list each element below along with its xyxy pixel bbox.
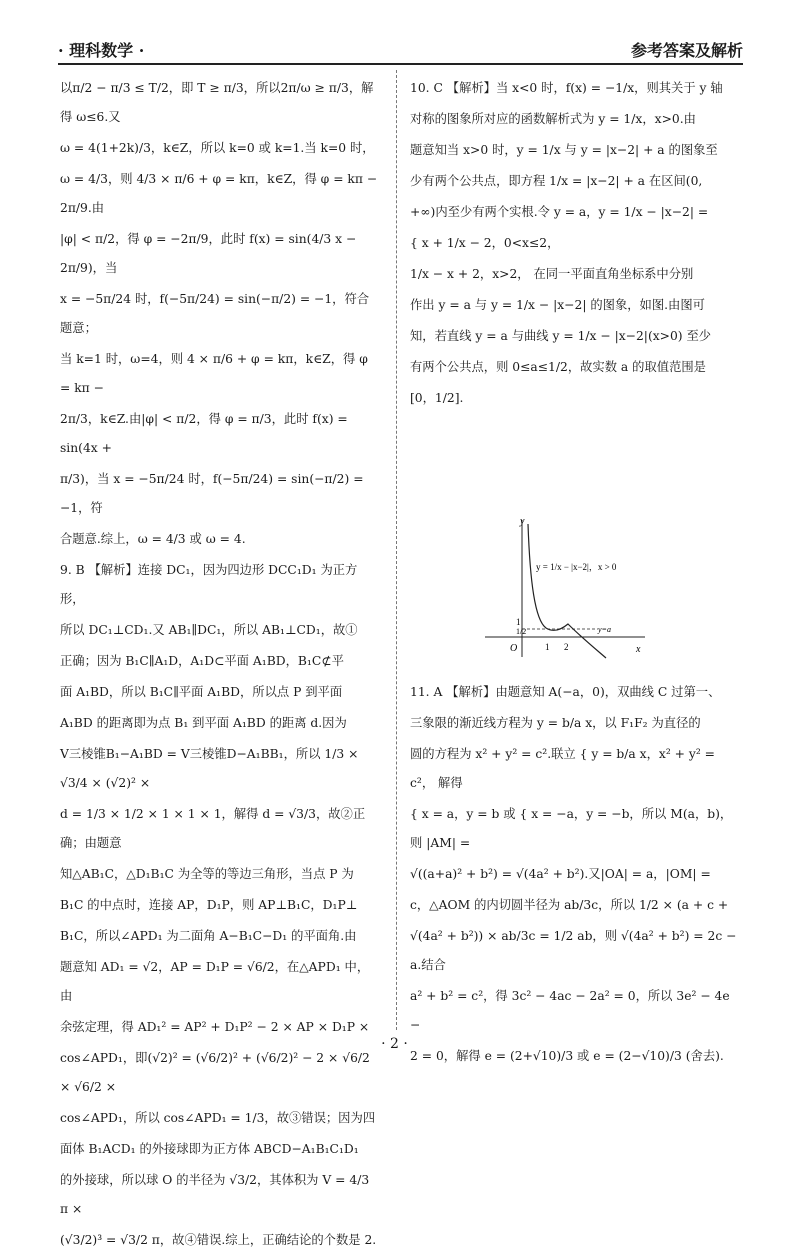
text-line: a² + b² = c²，得 3c² − 4ac − 2a² = 0，所以 3e² − 4e − xyxy=(410,989,730,1032)
text-line: 9. B 【解析】连接 DC₁，因为四边形 DCC₁D₁ 为正方形， xyxy=(60,563,358,606)
text-line: 10. C 【解析】当 x<0 时，f(x) = −1/x，则其关于 y 轴 xyxy=(410,81,723,95)
text-line: c，△AOM 的内切圆半径为 ab/3c，所以 1/2 × (a + c + xyxy=(410,898,729,912)
x-axis-label: x xyxy=(636,644,641,655)
text-line: { x = a，y = b 或 { x = −a，y = −b，所以 M(a，b)，则 |AM| = xyxy=(410,807,733,850)
text-line: 11. A 【解析】由题意知 A(−a，0)，双曲线 C 过第一、 xyxy=(410,685,721,699)
line-label: y=a xyxy=(598,625,611,634)
page-header xyxy=(58,36,743,62)
text-line: 的外接球，所以球 O 的半径为 √3/2，其体积为 V = 4/3 π × xyxy=(60,1173,370,1216)
text-line: d = 1/3 × 1/2 × 1 × 1 × 1，解得 d = √3/3，故②正确；由题意 xyxy=(60,807,366,850)
text-line: √((a+a)² + b²) = √(4a² + b²).又|OA| = a，|OM| = xyxy=(410,867,711,881)
right-column-bottom xyxy=(410,678,740,1073)
origin-label: O xyxy=(510,643,518,654)
text-line: x = −5π/24 时，f(−5π/24) = sin(−π/2) = −1，符合题意； xyxy=(60,292,370,335)
graph-svg xyxy=(480,512,650,662)
x-tick-1: 1 xyxy=(545,642,550,652)
text-line: 余弦定理，得 AD₁² = AP² + D₁P² − 2 × AP × D₁P × xyxy=(60,1020,370,1034)
text-line: 正确；因为 B₁C∥A₁D，A₁D⊂平面 A₁BD，B₁C⊄平 xyxy=(60,654,344,668)
text-line: A₁BD 的距离即为点 B₁ 到平面 A₁BD 的距离 d.因为 xyxy=(60,716,347,730)
text-line: 2π/3，k∈Z.由|φ| < π/2，得 φ = π/3，此时 f(x) = sin(4x + xyxy=(60,412,348,455)
function-graph xyxy=(480,512,650,662)
text-line: 1/x − x + 2，x>2， 在同一平面直角坐标系中分别 xyxy=(410,267,694,281)
text-line: cos∠APD₁，即(√2)² = (√6/2)² + (√6/2)² − 2 × √6/2 × √6/2 × xyxy=(60,1051,370,1094)
text-line: cos∠APD₁，所以 cos∠APD₁ = 1/3，故③错误；因为四 xyxy=(60,1111,376,1125)
text-line: ω = 4/3，则 4/3 × π/6 + φ = kπ，k∈Z，得 φ = kπ − 2π/9.由 xyxy=(60,172,378,215)
text-line: 圆的方程为 x² + y² = c².联立 { y = b/a x，x² + y² = c²， 解得 xyxy=(410,747,715,790)
y-axis-label: y xyxy=(520,516,525,527)
text-line: 知△AB₁C，△D₁B₁C 为全等的等边三角形，当点 P 为 xyxy=(60,867,354,881)
curve xyxy=(528,524,606,658)
text-line: { x + 1/x − 2，0<x≤2， xyxy=(410,236,560,250)
text-line: (√3/2)³ = √3/2 π，故④错误.综上，正确结论的个数是 2. xyxy=(60,1233,377,1247)
text-line: |φ| < π/2，得 φ = −2π/9，此时 f(x) = sin(4/3 x − 2π/9)，当 xyxy=(60,232,357,275)
y-tick-1: 1 xyxy=(516,617,521,627)
text-line: π/3)，当 x = −5π/24 时，f(−5π/24) = sin(−π/2) = −1，符 xyxy=(60,472,364,515)
header-subject: · 理科数学 · xyxy=(58,40,145,60)
text-line: 知，若直线 y = a 与曲线 y = 1/x − |x−2|(x>0) 至少 xyxy=(410,329,712,343)
text-line: 面体 B₁ACD₁ 的外接球即为正方体 ABCD−A₁B₁C₁D₁ xyxy=(60,1142,359,1156)
text-line: ω = 4(1+2k)/3，k∈Z，所以 k=0 或 k=1.当 k=0 时， xyxy=(60,141,375,155)
text-line: B₁C，所以∠APD₁ 为二面角 A−B₁C−D₁ 的平面角.由 xyxy=(60,929,357,943)
text-line: 题意知当 x>0 时，y = 1/x 与 y = |x−2| + a 的图象至 xyxy=(410,143,718,157)
text-line: +∞)内至少有两个实根.令 y = a，y = 1/x − |x−2| = xyxy=(410,205,709,219)
text-line: 题意知 AD₁ = √2，AP = D₁P = √6/2，在△APD₁ 中，由 xyxy=(60,960,370,1003)
text-line: 合题意.综上，ω = 4/3 或 ω = 4. xyxy=(60,532,246,546)
left-column xyxy=(60,74,380,1257)
text-line: 少有两个公共点，即方程 1/x = |x−2| + a 在区间(0, xyxy=(410,174,703,188)
text-line: 当 k=1 时，ω=4，则 4 × π/6 + φ = kπ，k∈Z，得 φ = kπ − xyxy=(60,352,368,395)
column-divider xyxy=(396,70,397,1030)
text-line: 三象限的渐近线方程为 y = b/a x，以 F₁F₂ 为直径的 xyxy=(410,716,701,730)
text-line: 对称的图象所对应的函数解析式为 y = 1/x，x>0.由 xyxy=(410,112,696,126)
header-rule xyxy=(58,63,743,65)
text-line: 作出 y = a 与 y = 1/x − |x−2| 的图象，如图.由图可 xyxy=(410,298,705,312)
right-column-top xyxy=(410,74,740,415)
text-line: 面 A₁BD，所以 B₁C∥平面 A₁BD，所以点 P 到平面 xyxy=(60,685,343,699)
text-line: V三棱锥B₁−A₁BD = V三棱锥D−A₁BB₁，所以 1/3 × √3/4 × (√2)² × xyxy=(60,747,359,790)
x-tick-2: 2 xyxy=(564,642,569,652)
page-number: · 2 · xyxy=(381,1036,408,1052)
y-tick-half: 1/2 xyxy=(516,627,527,636)
text-line: 所以 DC₁⊥CD₁.又 AB₁∥DC₁，所以 AB₁⊥CD₁，故① xyxy=(60,623,358,637)
text-line: 2 = 0，解得 e = (2+√10)/3 或 e = (2−√10)/3 (舍去). xyxy=(410,1049,724,1063)
text-line: B₁C 的中点时，连接 AP，D₁P，则 AP⊥B₁C，D₁P⊥ xyxy=(60,898,358,912)
text-line: 以π/2 − π/3 ≤ T/2，即 T ≥ π/3，所以2π/ω ≥ π/3，解得 ω≤6.又 xyxy=(60,81,374,124)
text-line: [0，1/2]. xyxy=(410,391,464,405)
header-title: 参考答案及解析 xyxy=(630,40,743,60)
text-line: √(4a² + b²)) × ab/3c = 1/2 ab，则 √(4a² + b²) = 2c − a.结合 xyxy=(410,929,737,972)
text-line: 有两个公共点，则 0≤a≤1/2，故实数 a 的取值范围是 xyxy=(410,360,706,374)
curve-label: y = 1/x − |x−2|，x > 0 xyxy=(536,562,617,572)
